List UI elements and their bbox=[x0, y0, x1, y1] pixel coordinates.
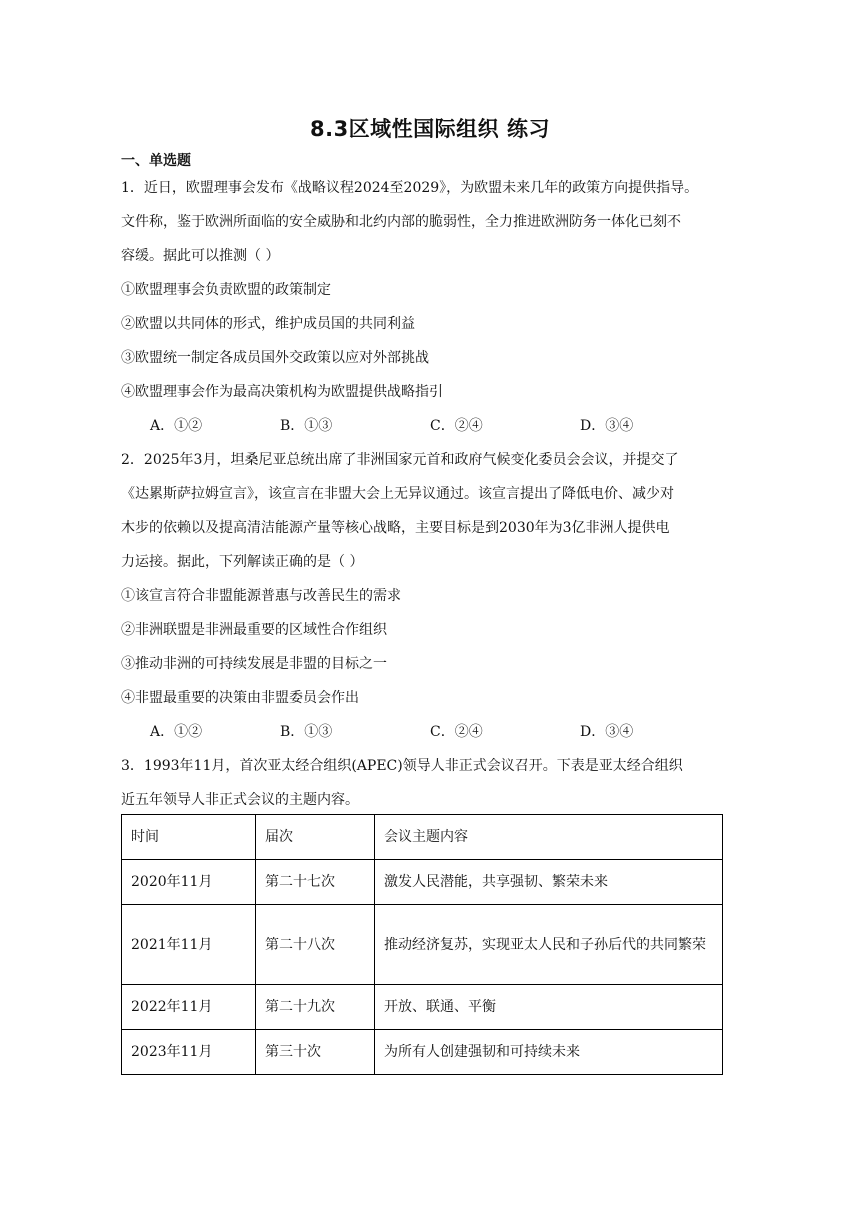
q2-option-a[interactable]: A．①② bbox=[150, 724, 203, 740]
table-cell: 为所有人创建强韧和可持续未来 bbox=[375, 1030, 723, 1075]
q1-option-d[interactable]: D．③④ bbox=[580, 418, 634, 434]
q1-statement: ②欧盟以共同体的形式，维护成员国的共同利益 bbox=[121, 316, 415, 332]
table-cell: 2022年11月 bbox=[122, 985, 256, 1030]
q2-statement: ①该宣言符合非盟能源普惠与改善民生的需求 bbox=[121, 588, 401, 604]
q1-statement: ④欧盟理事会作为最高决策机构为欧盟提供战略指引 bbox=[121, 384, 443, 400]
q2-option-d[interactable]: D．③④ bbox=[580, 724, 634, 740]
q2-stem-line: 力运接。据此，下列解读正确的是（ ） bbox=[121, 554, 364, 570]
q3-stem-line: 近五年领导人非正式会议的主题内容。 bbox=[121, 792, 359, 808]
q2-stem-line: 《达累斯萨拉姆宣言》，该宣言在非盟大会上无异议通过。该宣言提出了降低电价、减少对 bbox=[121, 486, 674, 502]
q2-options bbox=[150, 721, 710, 741]
page-title: 8.3区域性国际组织 练习 bbox=[309, 117, 550, 141]
q1-stem-line: 文件称，鉴于欧洲所面临的安全威胁和北约内部的脆弱性，全力推进欧洲防务一体化已刻不 bbox=[121, 214, 681, 230]
q1-stem-line: 容缓。据此可以推测（ ） bbox=[121, 248, 280, 264]
q1-stem-line: 1．近日，欧盟理事会发布《战略议程2024至2029》，为欧盟未来几年的政策方向提供指导。 bbox=[121, 180, 699, 196]
table-cell: 2021年11月 bbox=[122, 905, 256, 985]
table-header-row bbox=[122, 815, 723, 860]
table-cell: 激发人民潜能，共享强韧、繁荣未来 bbox=[375, 860, 723, 905]
q1-option-b[interactable]: B．①③ bbox=[280, 418, 333, 434]
table-cell: 开放、联通、平衡 bbox=[375, 985, 723, 1030]
table-cell: 第三十次 bbox=[256, 1030, 375, 1075]
q1-statement: ③欧盟统一制定各成员国外交政策以应对外部挑战 bbox=[121, 350, 429, 366]
q2-statement: ④非盟最重要的决策由非盟委员会作出 bbox=[121, 690, 359, 706]
table-row bbox=[122, 860, 723, 905]
q2-option-b[interactable]: B．①③ bbox=[280, 724, 333, 740]
q1-option-c[interactable]: C．②④ bbox=[430, 418, 483, 434]
q1-option-a[interactable]: A．①② bbox=[150, 418, 203, 434]
q3-stem-line: 3．1993年11月，首次亚太经合组织(APEC)领导人非正式会议召开。下表是亚太经合组织 bbox=[121, 758, 683, 774]
table-header-cell: 届次 bbox=[256, 815, 375, 860]
table-cell: 第二十八次 bbox=[256, 905, 375, 985]
table-cell: 推动经济复苏，实现亚太人民和子孙后代的共同繁荣 bbox=[375, 905, 723, 985]
q2-stem-line: 2．2025年3月，坦桑尼亚总统出席了非洲国家元首和政府气候变化委员会会议，并提交了 bbox=[121, 452, 679, 468]
q2-statement: ③推动非洲的可持续发展是非盟的目标之一 bbox=[121, 656, 387, 672]
table-row bbox=[122, 985, 723, 1030]
section-heading: 一、单选题 bbox=[121, 153, 191, 169]
q2-stem-line: 木步的依赖以及提高清洁能源产量等核心战略，主要目标是到2030年为3亿非洲人提供电 bbox=[121, 520, 670, 536]
table-row bbox=[122, 905, 723, 985]
apec-theme-table bbox=[121, 814, 723, 1075]
q1-statement: ①欧盟理事会负责欧盟的政策制定 bbox=[121, 282, 331, 298]
table-row bbox=[122, 1030, 723, 1075]
table-cell: 第二十七次 bbox=[256, 860, 375, 905]
q2-option-c[interactable]: C．②④ bbox=[430, 724, 483, 740]
q1-options bbox=[150, 415, 710, 435]
table-header-cell: 会议主题内容 bbox=[375, 815, 723, 860]
table-cell: 2020年11月 bbox=[122, 860, 256, 905]
table-cell: 2023年11月 bbox=[122, 1030, 256, 1075]
table-header-cell: 时间 bbox=[122, 815, 256, 860]
table-cell: 第二十九次 bbox=[256, 985, 375, 1030]
q2-statement: ②非洲联盟是非洲最重要的区域性合作组织 bbox=[121, 622, 387, 638]
